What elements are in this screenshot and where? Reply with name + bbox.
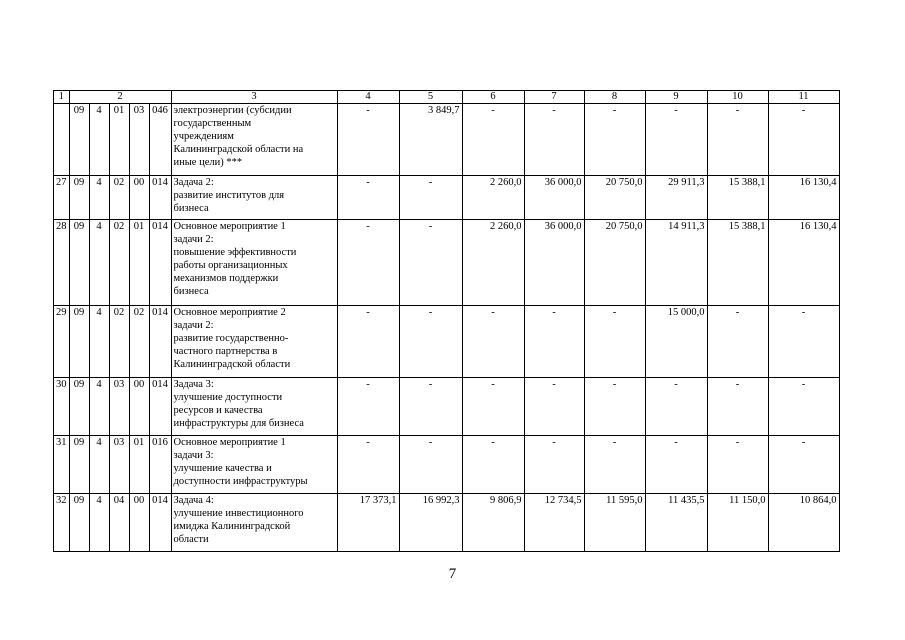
value-cell: - <box>399 176 462 220</box>
row-number: 28 <box>54 220 70 306</box>
code-cell: 01 <box>109 104 129 176</box>
header-cell: 4 <box>337 91 399 104</box>
header-cell: 9 <box>645 91 707 104</box>
description-cell <box>171 306 337 378</box>
value-cell: 2 260,0 <box>462 176 524 220</box>
value-cell: - <box>462 104 524 176</box>
value-cell: - <box>707 436 768 494</box>
value-cell: - <box>524 436 584 494</box>
description-line: имиджа Калининградской <box>173 521 291 532</box>
description-line: Калининградской области <box>173 359 291 370</box>
value-cell: 16 992,3 <box>399 494 462 552</box>
header-cell: 2 <box>69 91 171 104</box>
value-cell: 9 806,9 <box>462 494 524 552</box>
code-cell: 09 <box>69 378 89 436</box>
value-cell: - <box>337 220 399 306</box>
value-cell: - <box>768 378 839 436</box>
code-cell: 03 <box>109 378 129 436</box>
row-number: 30 <box>54 378 70 436</box>
row-number <box>54 104 70 176</box>
code-cell: 014 <box>149 378 171 436</box>
code-cell: 02 <box>109 220 129 306</box>
value-cell: 14 911,3 <box>645 220 707 306</box>
value-cell: - <box>399 220 462 306</box>
code-cell: 00 <box>129 494 149 552</box>
description-line: развитие институтов для <box>173 190 285 201</box>
value-cell: - <box>337 378 399 436</box>
description-line: иные цели) *** <box>173 157 243 168</box>
value-cell: 2 260,0 <box>462 220 524 306</box>
description-line: доступности инфраструктуры <box>173 476 308 487</box>
description-line: работы организационных <box>173 260 288 271</box>
description-cell <box>171 104 337 176</box>
code-cell: 4 <box>89 494 109 552</box>
row-number: 31 <box>54 436 70 494</box>
description-line: бизнеса <box>173 286 209 297</box>
header-cell: 3 <box>171 91 337 104</box>
description-line: улучшение качества и <box>173 463 272 474</box>
value-cell: - <box>524 378 584 436</box>
code-cell: 00 <box>129 378 149 436</box>
value-cell: 17 373,1 <box>337 494 399 552</box>
code-cell: 09 <box>69 436 89 494</box>
column-number-header <box>54 91 840 104</box>
description-cell <box>171 494 337 552</box>
page-number: 7 <box>448 566 457 582</box>
code-cell: 04 <box>109 494 129 552</box>
description-line: Основное мероприятие 2 <box>173 307 286 318</box>
description-cell <box>171 176 337 220</box>
value-cell: - <box>524 306 584 378</box>
header-cell: 7 <box>524 91 584 104</box>
code-cell: 01 <box>129 220 149 306</box>
description-line: Основное мероприятие 1 <box>173 221 286 232</box>
code-cell: 03 <box>129 104 149 176</box>
table-row <box>54 220 840 306</box>
description-line: задачи 3: <box>173 450 214 461</box>
header-cell: 10 <box>707 91 768 104</box>
value-cell: 16 130,4 <box>768 176 839 220</box>
value-cell: 20 750,0 <box>584 176 645 220</box>
description-cell <box>171 436 337 494</box>
value-cell: - <box>584 378 645 436</box>
table-row <box>54 104 840 176</box>
code-cell: 09 <box>69 176 89 220</box>
code-cell: 03 <box>109 436 129 494</box>
description-line: задачи 2: <box>173 234 214 245</box>
description-line: электроэнергии (субсидии <box>173 105 292 116</box>
table-row <box>54 378 840 436</box>
code-cell: 01 <box>129 436 149 494</box>
value-cell: - <box>645 436 707 494</box>
table-row <box>54 494 840 552</box>
code-cell: 4 <box>89 378 109 436</box>
description-line: задачи 2: <box>173 320 214 331</box>
code-cell: 09 <box>69 494 89 552</box>
value-cell: - <box>707 378 768 436</box>
description-line: развитие государственно- <box>173 333 289 344</box>
description-line: бизнеса <box>173 203 209 214</box>
value-cell: - <box>768 104 839 176</box>
value-cell: 36 000,0 <box>524 176 584 220</box>
value-cell: - <box>645 378 707 436</box>
value-cell: - <box>337 104 399 176</box>
code-cell: 09 <box>69 220 89 306</box>
value-cell: - <box>707 104 768 176</box>
table-row <box>54 436 840 494</box>
description-cell <box>171 220 337 306</box>
value-cell: - <box>584 306 645 378</box>
row-number: 29 <box>54 306 70 378</box>
header-cell: 11 <box>768 91 839 104</box>
row-number: 32 <box>54 494 70 552</box>
code-cell: 4 <box>89 220 109 306</box>
code-cell: 4 <box>89 306 109 378</box>
code-cell: 014 <box>149 176 171 220</box>
code-cell: 4 <box>89 176 109 220</box>
code-cell: 09 <box>69 306 89 378</box>
code-cell: 00 <box>129 176 149 220</box>
code-cell: 4 <box>89 436 109 494</box>
row-number: 27 <box>54 176 70 220</box>
value-cell: - <box>399 378 462 436</box>
value-cell: - <box>337 176 399 220</box>
description-line: Задача 4: <box>173 495 214 506</box>
code-cell: 014 <box>149 306 171 378</box>
budget-table <box>53 90 840 552</box>
description-line: области <box>173 534 209 545</box>
value-cell: - <box>399 436 462 494</box>
description-line: Задача 3: <box>173 379 214 390</box>
code-cell: 016 <box>149 436 171 494</box>
description-line: Калининградской области на <box>173 144 304 155</box>
code-cell: 4 <box>89 104 109 176</box>
value-cell: 20 750,0 <box>584 220 645 306</box>
value-cell: - <box>645 104 707 176</box>
value-cell: - <box>768 306 839 378</box>
value-cell: - <box>462 378 524 436</box>
value-cell: - <box>584 104 645 176</box>
value-cell: 15 000,0 <box>645 306 707 378</box>
value-cell: 16 130,4 <box>768 220 839 306</box>
value-cell: 11 150,0 <box>707 494 768 552</box>
value-cell: - <box>768 436 839 494</box>
code-cell: 014 <box>149 220 171 306</box>
value-cell: 15 388,1 <box>707 220 768 306</box>
code-cell: 02 <box>109 306 129 378</box>
code-cell: 09 <box>69 104 89 176</box>
description-line: механизмов поддержки <box>173 273 279 284</box>
value-cell: - <box>337 436 399 494</box>
value-cell: - <box>399 306 462 378</box>
value-cell: - <box>524 104 584 176</box>
header-cell: 5 <box>399 91 462 104</box>
value-cell: 11 595,0 <box>584 494 645 552</box>
code-cell: 02 <box>129 306 149 378</box>
value-cell: - <box>337 306 399 378</box>
description-cell <box>171 378 337 436</box>
header-cell: 6 <box>462 91 524 104</box>
value-cell: 36 000,0 <box>524 220 584 306</box>
value-cell: 12 734,5 <box>524 494 584 552</box>
value-cell: - <box>462 306 524 378</box>
code-cell: 02 <box>109 176 129 220</box>
value-cell: 3 849,7 <box>399 104 462 176</box>
description-line: инфраструктуры для бизнеса <box>173 418 304 429</box>
code-cell: 014 <box>149 494 171 552</box>
description-line: государственным <box>173 118 252 129</box>
description-line: ресурсов и качества <box>173 405 263 416</box>
table-row <box>54 306 840 378</box>
value-cell: 10 864,0 <box>768 494 839 552</box>
description-line: частного партнерства в <box>173 346 278 357</box>
description-line: улучшение инвестиционного <box>173 508 304 519</box>
code-cell: 046 <box>149 104 171 176</box>
value-cell: - <box>584 436 645 494</box>
table-row <box>54 176 840 220</box>
description-line: учреждениям <box>173 131 234 142</box>
description-line: Основное мероприятие 1 <box>173 437 286 448</box>
description-line: повышение эффективности <box>173 247 297 258</box>
description-line: улучшение доступности <box>173 392 283 403</box>
description-line: Задача 2: <box>173 177 214 188</box>
value-cell: 29 911,3 <box>645 176 707 220</box>
value-cell: - <box>707 306 768 378</box>
value-cell: 11 435,5 <box>645 494 707 552</box>
header-cell: 1 <box>54 91 70 104</box>
header-cell: 8 <box>584 91 645 104</box>
value-cell: 15 388,1 <box>707 176 768 220</box>
value-cell: - <box>462 436 524 494</box>
